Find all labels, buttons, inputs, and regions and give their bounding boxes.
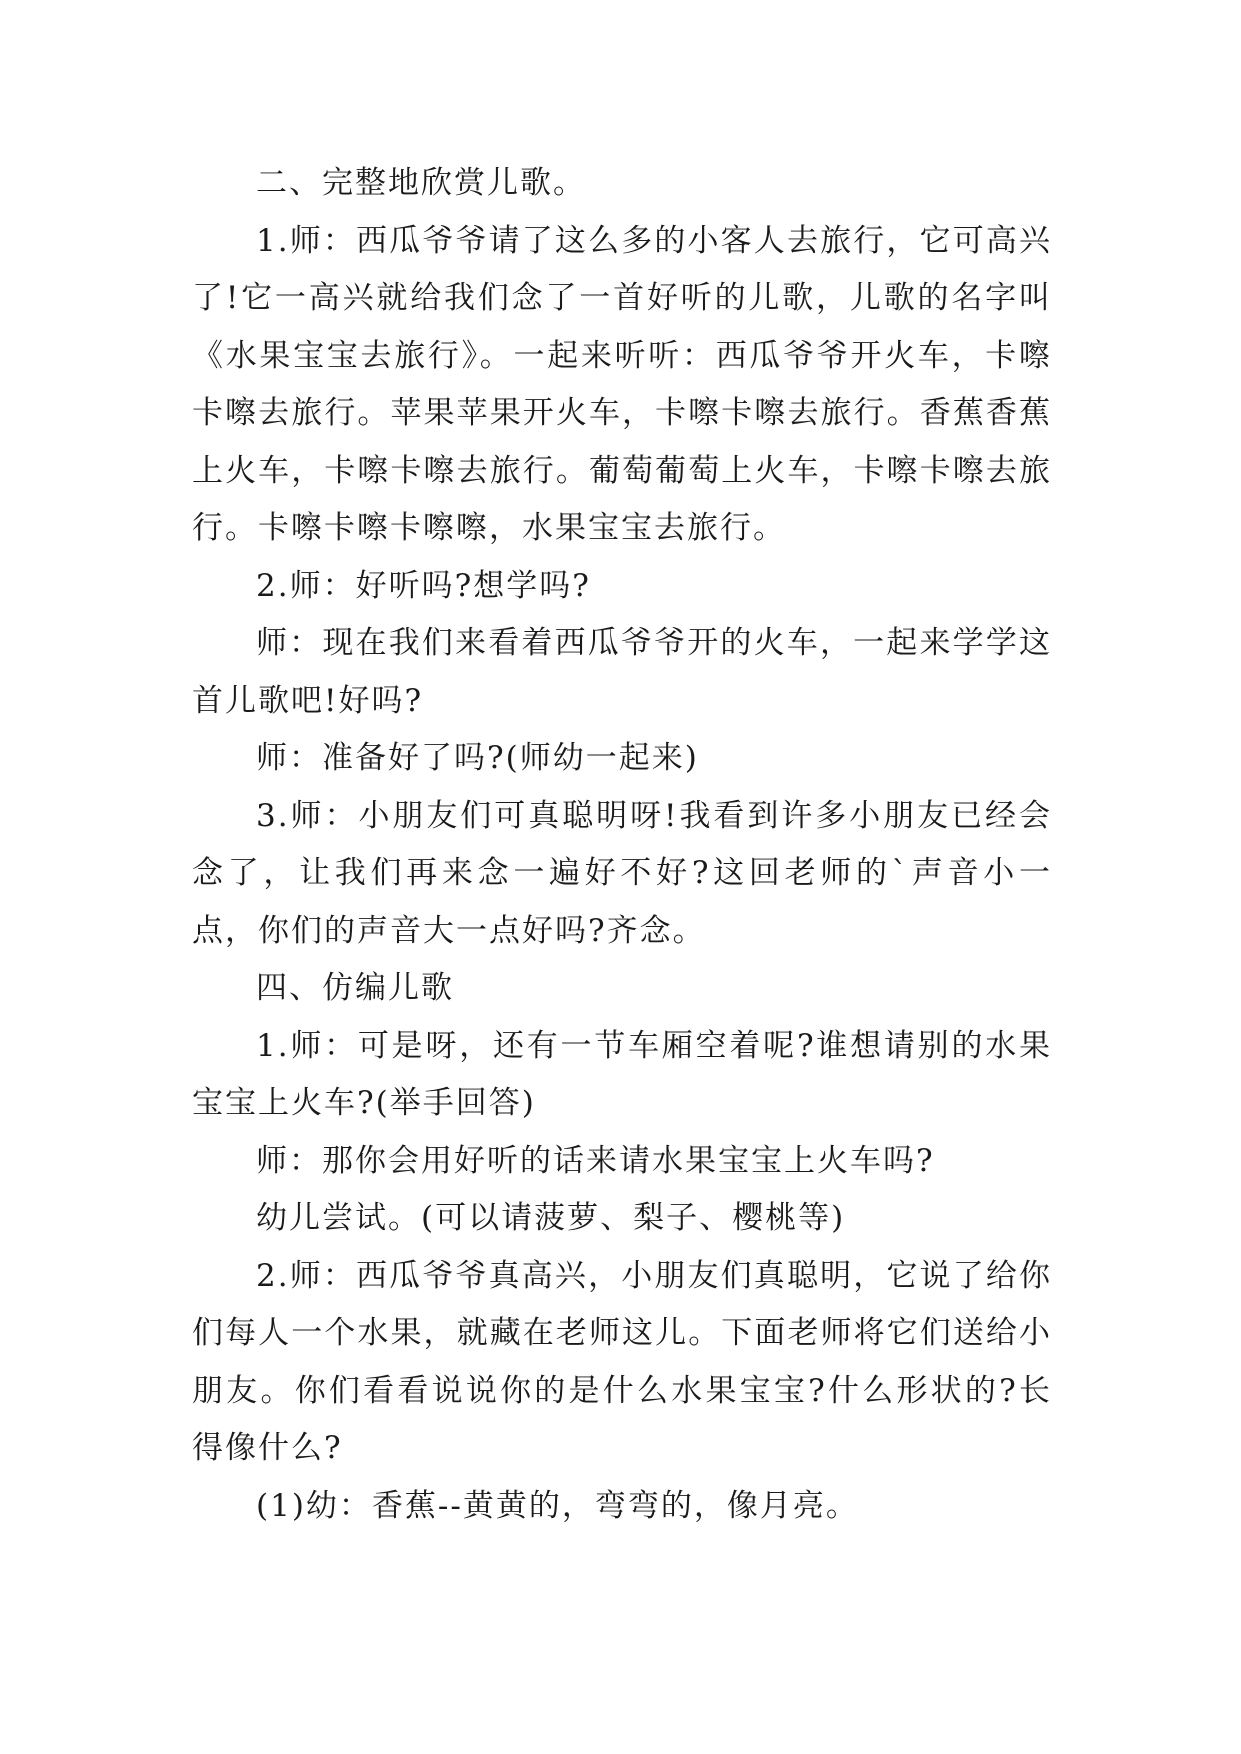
paragraph-teacher-learn-together: 师：现在我们来看着西瓜爷爷开的火车，一起来学学这首儿歌吧!好吗? — [192, 625, 1052, 719]
paragraph-teacher-introduces-song: 1.师：西瓜爷爷请了这么多的小客人去旅行，它可高兴了!它一高兴就给我们念了一首好听的儿歌，儿歌的名字叫《水果宝宝去旅行》。一起来听听：西瓜爷爷开火车，卡嚓卡嚓去旅行。苹果苹果开火车，卡嚓卡嚓去旅行。香蕉香蕉上火车，卡嚓卡嚓去旅行。葡萄葡萄上火车，卡嚓卡嚓去旅行。卡嚓卡嚓卡嚓嚓，水果宝宝去旅行。 — [192, 222, 1052, 546]
paragraph-child-banana: (1)幼：香蕉--黄黄的，弯弯的，像月亮。 — [256, 1487, 859, 1524]
paragraph-teacher-recite-again: 3.师：小朋友们可真聪明呀!我看到许多小朋友已经会念了，让我们再来念一遍好不好?这回老师的`声音小一点，你们的声音大一点好吗?齐念。 — [192, 797, 1052, 949]
paragraph-teacher-empty-carriage: 1.师：可是呀，还有一节车厢空着呢?谁想请别的水果宝宝上火车?(举手回答) — [192, 1027, 1052, 1121]
document-body — [192, 155, 1052, 1535]
paragraph-teacher-gives-fruit: 2.师：西瓜爷爷真高兴，小朋友们真聪明，它说了给你们每人一个水果，就藏在老师这儿。下面老师将它们送给小朋友。你们看看说说你的是什么水果宝宝?什么形状的?长得像什么? — [192, 1257, 1052, 1466]
section-heading-appreciate-song: 二、完整地欣赏儿歌。 — [256, 165, 586, 201]
paragraph-teacher-polite-invite: 师：那你会用好听的话来请水果宝宝上火车吗? — [256, 1142, 935, 1179]
paragraph-teacher-asks-like: 2.师：好听吗?想学吗? — [256, 567, 591, 604]
paragraph-children-try: 幼儿尝试。(可以请菠萝、梨子、樱桃等) — [256, 1200, 846, 1236]
paragraph-teacher-ready: 师：准备好了吗?(师幼一起来) — [256, 740, 699, 776]
section-heading-adapt-song: 四、仿编儿歌 — [256, 970, 454, 1006]
